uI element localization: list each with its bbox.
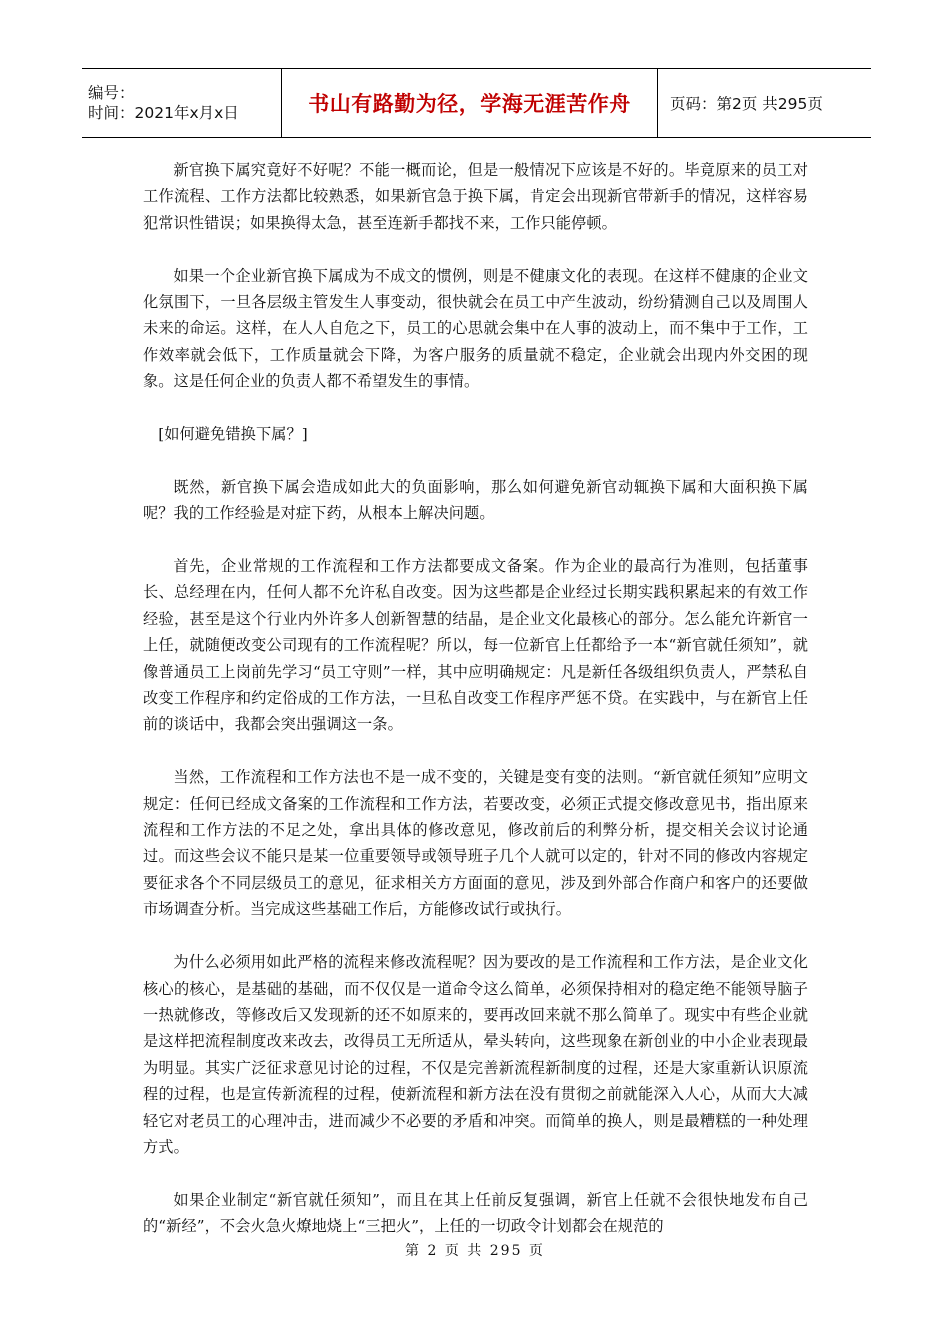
section-heading: [如何避免错换下属？] (158, 425, 308, 444)
body-paragraph: 如果企业制定“新官就任须知”，而且在其上任前反复强调，新官上任就不会很快地发布自己的“新经”，不会火急火燎地烧上“三把火”，上任的一切政令计划都会在规范的 (143, 1190, 808, 1236)
body-paragraph: 既然，新官换下属会造成如此大的负面影响，那么如何避免新官动辄换下属和大面积换下属呢？我的工作经验是对症下药，从根本上解决问题。 (143, 477, 808, 523)
body-paragraph: 新官换下属究竟好不好呢？不能一概而论，但是一般情况下应该是不好的。毕竟原来的员工对工作流程、工作方法都比较熟悉，如果新官急于换下属，肯定会出现新官带新手的情况，这样容易犯常识性错误；如果换得太急，甚至连新手都找不来，工作只能停顿。 (143, 161, 808, 232)
body-paragraph: 为什么必须用如此严格的流程来修改流程呢？因为要改的是工作流程和工作方法，是企业文化核心的核心，是基础的基础，而不仅仅是一道命令这么简单，必须保持相对的稳定绝不能领导脑子一热就修改，等修改后又发现新的还不如原来的，要再改回来就不那么简单了。现实中有些企业就是这样把流程制度改来改去，改得员工无所适从，晕头转向，这些现象在新创业的中小企业表现最为明显。其实广泛征求意见讨论的过程，不仅是完善新流程新制度的过程，还是大家重新认识原流程的过程，也是宣传新流程的过程，使新流程和新方法在没有贯彻之前就能深入人心，从而大大减轻它对老员工的心理冲击，进而减少不必要的矛盾和冲突。而简单的换人，则是最糟糕的一种处理方式。 (143, 953, 808, 1156)
document-date: 时间：2021年x月x日 (88, 104, 239, 122)
page-header (82, 68, 871, 138)
header-motto: 书山有路勤为径，学海无涯苦作舟 (282, 69, 658, 137)
document-code-label: 编号： (88, 84, 135, 102)
header-page-info: 页码：第2页 共295页 (670, 95, 823, 113)
body-paragraph: 首先，企业常规的工作流程和工作方法都要成文备案。作为企业的最高行为准则，包括董事长、总经理在内，任何人都不允许私自改变。因为这些都是企业经过长期实践积累起来的有效工作经验，甚至是这个行业内外许多人创新智慧的结晶，是企业文化最核心的部分。怎么能允许新官一上任，就随便改变公司现有的工作流程呢？所以，每一位新官上任都给予一本“新官就任须知”，就像普通员工上岗前先学习“员工守则”一样，其中应明确规定：凡是新任各级组织负责人，严禁私自改变工作程序和约定俗成的工作方法，一旦私自改变工作程序严惩不贷。在实践中，与在新官上任前的谈话中，我都会突出强调这一条。 (143, 557, 808, 734)
body-paragraph: 当然，工作流程和工作方法也不是一成不变的，关键是变有变的法则。“新官就任须知”应明文规定：任何已经成文备案的工作流程和工作方法，若要改变，必须正式提交修改意见书，指出原来流程和工作方法的不足之处，拿出具体的修改意见，修改前后的利弊分析，提交相关会议讨论通过。而这些会议不能只是某一位重要领导或领导班子几个人就可以定的，针对不同的修改内容规定要征求各个不同层级员工的意见，征求相关方方面面的意见，涉及到外部合作商户和客户的还要做市场调查分析。当完成这些基础工作后，方能修改试行或执行。 (143, 768, 808, 919)
body-paragraph: 如果一个企业新官换下属成为不成文的惯例，则是不健康文化的表现。在这样不健康的企业文化氛围下，一旦各层级主管发生人事变动，很快就会在员工中产生波动，纷纷猜测自己以及周围人未来的命运。这样，在人人自危之下，员工的心思就会集中在人事的波动上，而不集中于工作，工作效率就会低下，工作质量就会下降，为客户服务的质量就不稳定，企业就会出现内外交困的现象。这是任何企业的负责人都不希望发生的事情。 (143, 266, 808, 391)
document-body (143, 157, 808, 1266)
page-footer: 第 2 页 共 295 页 (405, 1243, 545, 1259)
header-meta (82, 69, 282, 137)
